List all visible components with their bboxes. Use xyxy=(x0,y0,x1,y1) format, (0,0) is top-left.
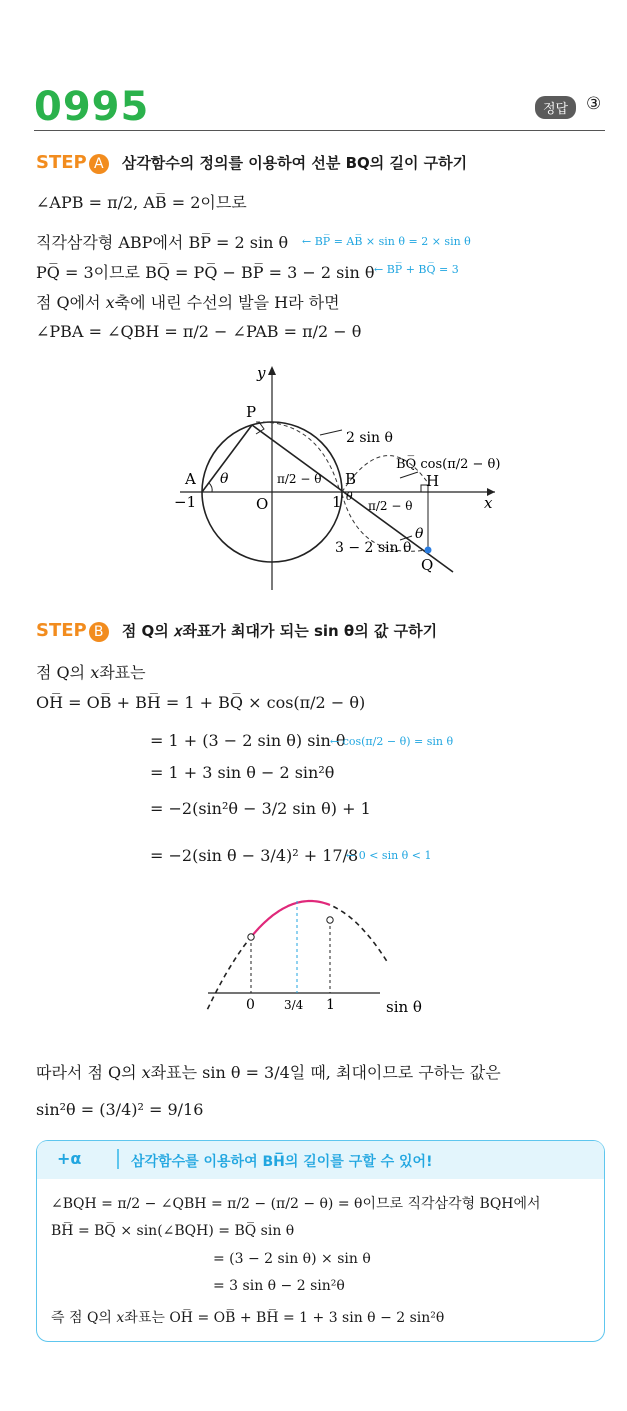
label-Q: Q xyxy=(421,556,434,574)
step-b-note-2: ← 0 < sin θ < 1 xyxy=(346,849,432,862)
tip-divider xyxy=(117,1149,119,1169)
step-a-heading xyxy=(36,152,467,174)
step-b-letter: B xyxy=(89,622,109,642)
label-H: H xyxy=(426,472,440,490)
axis-label-sin: sin θ xyxy=(386,998,422,1016)
tip-line-1: ∠BQH = π/2 − ∠QBH = π/2 − (π/2 − θ) = θ이므로 직각삼각형 BQH에서 xyxy=(51,1196,541,1212)
tip-label: +α xyxy=(57,1149,82,1168)
label-theta-Q: θ xyxy=(415,526,424,542)
tip-box xyxy=(36,1140,605,1342)
step-b-line-3: = 1 + (3 − 2 sin θ) sin θ xyxy=(150,731,346,750)
label-theta-A: θ xyxy=(220,471,229,487)
tick-1: 1 xyxy=(326,997,335,1013)
angle-arc-A xyxy=(209,483,212,492)
step-b-note-1: ← cos(π/2 − θ) = sin θ xyxy=(330,735,454,748)
parabola-figure xyxy=(200,885,460,1030)
tip-line-5: 즉 점 Q의 𝑥좌표는 OH̅ = OB̅ + BH̅ = 1 + 3 sin θ − 2 sin²θ xyxy=(51,1310,445,1326)
step-b-tag: STEP xyxy=(36,620,87,641)
parabola-solid xyxy=(251,901,330,937)
open-point-0 xyxy=(248,934,254,940)
step-a-tag: STEP xyxy=(36,152,87,173)
step-a-line-1: ∠APB = π/2, AB̅ = 2이므로 xyxy=(36,193,247,212)
answer-value: ③ xyxy=(586,94,602,114)
step-b-line-1: 점 Q의 𝑥좌표는 xyxy=(36,663,146,682)
step-b-line-4: = 1 + 3 sin θ − 2 sin²θ xyxy=(150,763,335,782)
header-rule xyxy=(34,130,605,131)
label-one: 1 xyxy=(332,493,342,511)
step-b-heading xyxy=(36,620,437,642)
step-a-line-3: PQ̅ = 3이므로 BQ̅ = PQ̅ − BP̅ = 3 − 2 sin θ xyxy=(36,263,375,282)
tip-header xyxy=(37,1141,604,1179)
label-A: A xyxy=(185,470,196,488)
tick-0: 0 xyxy=(246,997,255,1013)
step-b-line-2: OH̅ = OB̅ + BH̅ = 1 + BQ̅ × cos(π/2 − θ) xyxy=(36,693,366,712)
tick-three-quarters: 3/4 xyxy=(284,998,304,1012)
label-len-BH: BQ̅ cos(π/2 − θ) xyxy=(396,457,501,472)
step-b-title: 점 Q의 𝑥좌표가 최대가 되는 sin θ의 값 구하기 xyxy=(121,622,438,640)
step-a-line-5: ∠PBA = ∠QBH = π/2 − ∠PAB = π/2 − θ xyxy=(36,322,362,341)
label-theta-B: θ xyxy=(346,490,353,503)
conclusion-line-1: 따라서 점 Q의 𝑥좌표는 sin θ = 3/4일 때, 최대이므로 구하는 값은 xyxy=(36,1063,501,1082)
step-a-line-4: 점 Q에서 𝑥축에 내린 수선의 발을 H라 하면 xyxy=(36,293,340,312)
label-angle-BH: π/2 − θ xyxy=(368,499,413,513)
label-angle-PB: π/2 − θ xyxy=(277,472,322,486)
step-a-line-2: 직각삼각형 ABP에서 BP̅ = 2 sin θ xyxy=(36,233,289,252)
label-B: B xyxy=(345,470,357,488)
label-neg-one: −1 xyxy=(174,493,197,511)
step-a-letter: A xyxy=(89,154,109,174)
tip-line-4: = 3 sin θ − 2 sin²θ xyxy=(213,1278,345,1294)
tip-title: 삼각함수를 이용하여 BH̅의 길이를 구할 수 있어! xyxy=(131,1154,433,1170)
label-len-BQ: 3 − 2 sin θ xyxy=(335,540,412,556)
x-axis-label: x xyxy=(484,494,493,512)
open-point-1 xyxy=(327,917,333,923)
tip-line-2: BH̅ = BQ̅ × sin(∠BQH) = BQ̅ sin θ xyxy=(51,1223,295,1239)
conclusion-line-2: sin²θ = (3/4)² = 9/16 xyxy=(36,1100,204,1119)
step-a-note-1: ← BP̅ = AB̅ × sin θ = 2 × sin θ xyxy=(302,235,471,248)
leader-bh xyxy=(400,472,418,478)
y-axis-arrow-icon xyxy=(268,366,276,375)
leader-2sin xyxy=(320,430,342,435)
step-b-line-5: = −2(sin²θ − 3/2 sin θ) + 1 xyxy=(150,799,371,818)
label-O: O xyxy=(256,495,269,513)
answer-label: 정답 xyxy=(535,96,576,119)
step-b-line-6: = −2(sin θ − 3/4)² + 17/8 xyxy=(150,846,359,865)
label-P: P xyxy=(246,403,257,421)
problem-number: 0995 xyxy=(34,84,150,130)
point-Q-dot xyxy=(425,547,432,554)
step-a-title: 삼각함수의 정의를 이용하여 선분 BQ의 길이 구하기 xyxy=(121,154,468,172)
y-axis-label: y xyxy=(257,364,266,382)
unit-circle-figure xyxy=(160,360,520,600)
tip-line-3: = (3 − 2 sin θ) × sin θ xyxy=(213,1251,371,1267)
step-a-note-2: ← BP̅ + BQ̅ = 3 xyxy=(374,263,459,276)
label-len-BP: 2 sin θ xyxy=(346,430,393,446)
